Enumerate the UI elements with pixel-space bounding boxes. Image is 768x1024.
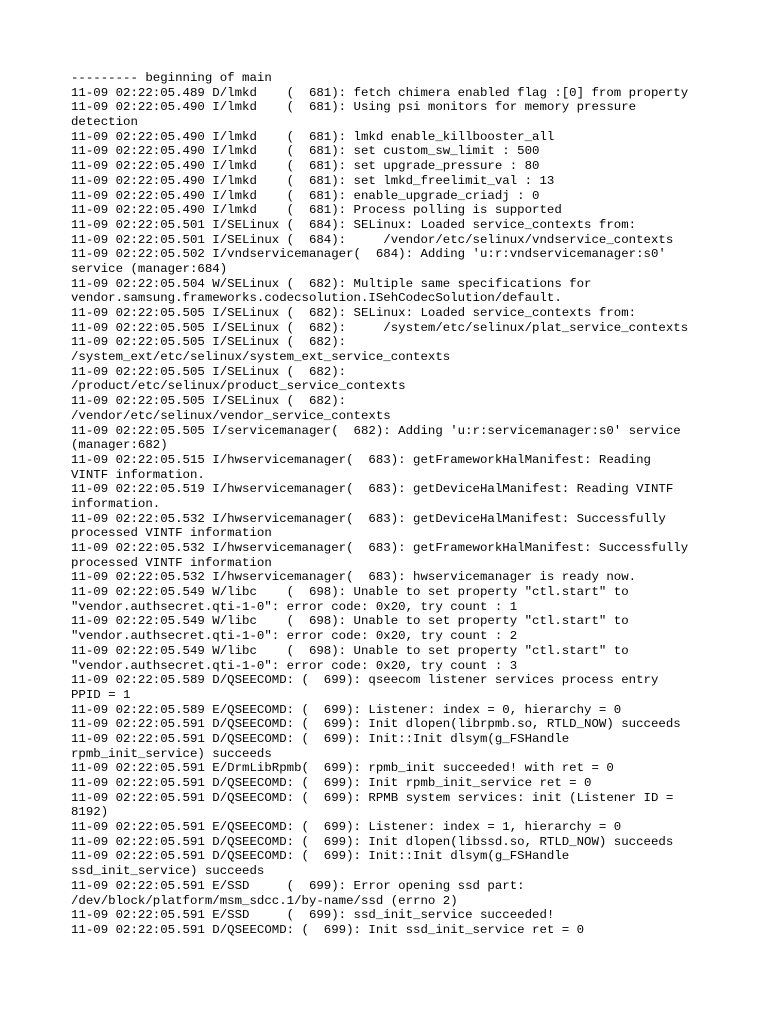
log-line: 11-09 02:22:05.519 I/hwservicemanager( 683): getDeviceHalManifest: Reading VINTF (71, 482, 674, 497)
log-line: 11-09 02:22:05.549 W/libc ( 698): Unable to set property "ctl.start" to (71, 585, 629, 600)
log-line: rpmb_init_service) succeeds (71, 746, 272, 761)
log-line: 11-09 02:22:05.502 I/vndservicemanager( 684): Adding 'u:r:vndservicemanager:s0' (71, 247, 666, 262)
log-line: service (manager:684) (71, 261, 228, 276)
log-line: 11-09 02:22:05.589 E/QSEECOMD: ( 699): Listener: index = 0, hierarchy = 0 (71, 702, 622, 717)
log-line: 11-09 02:22:05.490 I/lmkd ( 681): set upgrade_pressure : 80 (71, 159, 540, 174)
log-line: processed VINTF information (71, 526, 272, 541)
log-line: 11-09 02:22:05.505 I/SELinux ( 682): (71, 335, 347, 350)
log-line: 11-09 02:22:05.505 I/SELinux ( 682): /system/etc/selinux/plat_service_contexts (71, 320, 689, 335)
log-line: 11-09 02:22:05.490 I/lmkd ( 681): Process polling is supported (71, 203, 562, 218)
log-line: 11-09 02:22:05.501 I/SELinux ( 684): SELinux: Loaded service_contexts from: (71, 217, 637, 232)
log-line: "vendor.authsecret.qti-1-0": error code: 0x20, try count : 3 (71, 658, 518, 673)
log-line: (manager:682) (71, 438, 168, 453)
log-line: 11-09 02:22:05.591 E/QSEECOMD: ( 699): Listener: index = 1, hierarchy = 0 (71, 820, 622, 835)
log-line: 11-09 02:22:05.501 I/SELinux ( 684): /vendor/etc/selinux/vndservice_contexts (71, 232, 674, 247)
log-line: 11-09 02:22:05.549 W/libc ( 698): Unable to set property "ctl.start" to (71, 614, 629, 629)
log-line: 11-09 02:22:05.591 D/QSEECOMD: ( 699): Init::Init dlsym(g_FSHandle (71, 849, 570, 864)
log-line: information. (71, 496, 161, 511)
log-line: processed VINTF information (71, 555, 272, 570)
log-line: 11-09 02:22:05.591 D/QSEECOMD: ( 699): Init rpmb_init_service ret = 0 (71, 776, 592, 790)
log-line: 11-09 02:22:05.549 W/libc ( 698): Unable to set property "ctl.start" to (71, 643, 629, 658)
log-line: 11-09 02:22:05.591 D/QSEECOMD: ( 699): Init dlopen(libssd.so, RTLD_NOW) succeeds (71, 834, 674, 849)
log-line: 11-09 02:22:05.591 D/QSEECOMD: ( 699): Init dlopen(librpmb.so, RTLD_NOW) succeeds (71, 717, 681, 732)
log-line: 11-09 02:22:05.504 W/SELinux ( 682): Multiple same specifications for (71, 276, 592, 291)
log-line: 11-09 02:22:05.490 I/lmkd ( 681): lmkd enable_killbooster_all (71, 129, 555, 144)
log-line: 11-09 02:22:05.532 I/hwservicemanager( 683): hwservicemanager is ready now. (71, 570, 637, 585)
log-line: 11-09 02:22:05.591 E/DrmLibRpmb( 699): rpmb_init succeeded! with ret = 0 (71, 761, 614, 776)
log-line: 11-09 02:22:05.490 I/lmkd ( 681): Using psi monitors for memory pressure (71, 100, 637, 115)
log-line: 11-09 02:22:05.591 E/SSD ( 699): Error opening ssd part: (71, 878, 525, 893)
log-line: 11-09 02:22:05.532 I/hwservicemanager( 683): getDeviceHalManifest: Successfully (71, 511, 666, 526)
log-line: 11-09 02:22:05.515 I/hwservicemanager( 683): getFrameworkHalManifest: Reading (71, 452, 651, 467)
log-line: "vendor.authsecret.qti-1-0": error code: 0x20, try count : 1 (71, 599, 518, 614)
log-line: --------- beginning of main (71, 71, 272, 85)
log-line: /product/etc/selinux/product_service_contexts (71, 379, 406, 394)
log-line: "vendor.authsecret.qti-1-0": error code: 0x20, try count : 2 (71, 629, 518, 644)
log-line: 11-09 02:22:05.490 I/lmkd ( 681): set custom_sw_limit : 500 (71, 144, 540, 159)
log-line: 11-09 02:22:05.591 E/SSD ( 699): ssd_init_service succeeded! (71, 908, 555, 923)
log-line: 11-09 02:22:05.490 I/lmkd ( 681): set lmkd_freelimit_val : 13 (71, 173, 555, 188)
log-line: 8192) (71, 805, 109, 820)
log-line: 11-09 02:22:05.505 I/SELinux ( 682): (71, 364, 347, 379)
log-line: 11-09 02:22:05.505 I/servicemanager( 682): Adding 'u:r:servicemanager:s0' service (71, 423, 681, 438)
log-line: VINTF information. (71, 467, 205, 482)
log-line: 11-09 02:22:05.591 D/QSEECOMD: ( 699): Init::Init dlsym(g_FSHandle (71, 731, 570, 746)
log-line: 11-09 02:22:05.505 I/SELinux ( 682): SELinux: Loaded service_contexts from: (71, 306, 637, 320)
log-line: ssd_init_service) succeeds (71, 864, 265, 879)
log-line: vendor.samsung.frameworks.codecsolution.ISehCodecSolution/default. (71, 291, 562, 306)
log-line: 11-09 02:22:05.591 D/QSEECOMD: ( 699): Init ssd_init_service ret = 0 (71, 922, 585, 937)
log-line: /system_ext/etc/selinux/system_ext_service_contexts (71, 350, 451, 365)
log-line: 11-09 02:22:05.505 I/SELinux ( 682): (71, 394, 347, 409)
log-text-block (71, 71, 711, 938)
log-line: detection (71, 115, 138, 130)
log-line: 11-09 02:22:05.490 I/lmkd ( 681): enable_upgrade_criadj : 0 (71, 188, 540, 203)
log-line: 11-09 02:22:05.489 D/lmkd ( 681): fetch chimera enabled flag :[0] from property (71, 85, 689, 100)
log-line: /vendor/etc/selinux/vendor_service_contexts (71, 408, 391, 423)
log-line: 11-09 02:22:05.589 D/QSEECOMD: ( 699): qseecom listener services process entry (71, 673, 659, 688)
log-line: 11-09 02:22:05.532 I/hwservicemanager( 683): getFrameworkHalManifest: Successfully (71, 541, 689, 555)
log-line: /dev/block/platform/msm_sdcc.1/by-name/ssd (errno 2) (71, 893, 458, 908)
log-line: PPID = 1 (71, 687, 131, 702)
log-line: 11-09 02:22:05.591 D/QSEECOMD: ( 699): RPMB system services: init (Listener ID = (71, 790, 674, 805)
